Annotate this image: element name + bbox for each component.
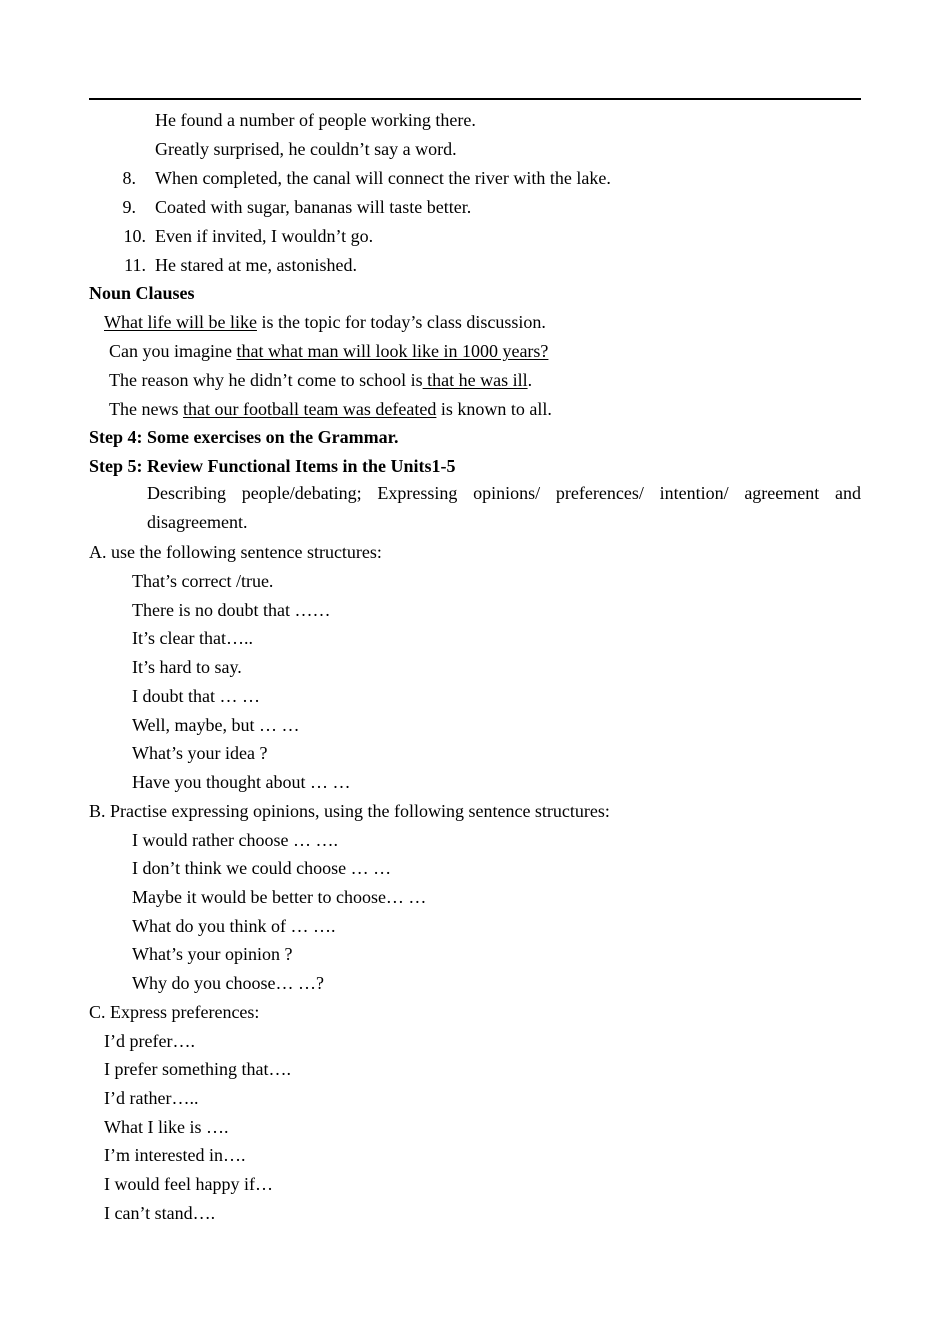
list-item: I’m interested in…. <box>104 1145 246 1165</box>
list-item: I prefer something that…. <box>104 1059 291 1079</box>
list-item: When completed, the canal will connect the river with the lake. <box>155 168 611 188</box>
list-item: Well, maybe, but … … <box>132 715 300 735</box>
list-item: I’d prefer…. <box>104 1031 195 1051</box>
list-number: 8. <box>122 168 136 188</box>
sentence-text: is the topic for today’s class discussion. <box>256 312 546 332</box>
list-number: 11. <box>124 255 146 275</box>
underlined-clause: What life will be like <box>104 312 257 332</box>
list-item: Maybe it would be better to choose… … <box>132 887 427 907</box>
noun-clauses-heading: Noun Clauses <box>89 283 195 303</box>
text-line: Greatly surprised, he couldn’t say a word. <box>155 139 457 159</box>
list-item: What do you think of … …. <box>132 916 336 936</box>
underlined-clause: that our football team was defeated <box>182 399 437 419</box>
list-item: I’d rather….. <box>104 1088 199 1108</box>
step5-heading: Step 5: Review Functional Items in the Units1-5 <box>89 456 456 476</box>
list-number: 9. <box>122 197 136 217</box>
list-item: That’s correct /true. <box>132 571 274 591</box>
list-item: Why do you choose… …? <box>132 973 324 993</box>
list-number: 10. <box>123 226 146 246</box>
list-item: Even if invited, I wouldn’t go. <box>155 226 374 246</box>
list-item: I would rather choose … …. <box>132 830 338 850</box>
section-a-heading: A. use the following sentence structures: <box>89 542 382 562</box>
sentence-text: The news <box>109 399 183 419</box>
sentence-text: The reason why he didn’t come to school is <box>109 370 423 390</box>
text-line: He found a number of people working there. <box>155 110 476 130</box>
list-item: There is no doubt that …… <box>132 600 331 620</box>
sentence-text: . <box>527 370 533 390</box>
underlined-clause: that what man will look like in 1000 years? <box>236 341 549 361</box>
section-b-heading: B. Practise expressing opinions, using the following sentence structures: <box>89 801 610 821</box>
list-item: I don’t think we could choose … … <box>132 858 392 878</box>
list-item: Have you thought about … … <box>132 772 351 792</box>
underlined-clause: that he was ill <box>422 370 528 390</box>
header-rule <box>89 98 861 100</box>
sentence-text: Can you imagine <box>109 341 237 361</box>
list-item: Coated with sugar, bananas will taste better. <box>155 197 472 217</box>
section-c-heading: C. Express preferences: <box>89 1002 260 1022</box>
list-item: What’s your idea ? <box>132 743 268 763</box>
list-item: I doubt that … … <box>132 686 260 706</box>
list-item: I would feel happy if… <box>104 1174 273 1194</box>
example-sentence <box>104 310 546 334</box>
step4-heading: Step 4: Some exercises on the Grammar. <box>89 427 399 447</box>
example-sentence <box>109 397 552 421</box>
list-item: It’s hard to say. <box>132 657 242 677</box>
sentence-text: is known to all. <box>436 399 552 419</box>
list-item: It’s clear that….. <box>132 628 253 648</box>
list-item: What’s your opinion ? <box>132 944 293 964</box>
list-item: What I like is …. <box>104 1117 229 1137</box>
step5-description: Describing people/debating; Expressing opinions/ preferences/ intention/ agreement and disagreement. <box>147 483 861 532</box>
list-item: He stared at me, astonished. <box>155 255 357 275</box>
example-sentence <box>109 339 548 363</box>
list-item: I can’t stand…. <box>104 1203 216 1223</box>
example-sentence <box>109 368 532 392</box>
